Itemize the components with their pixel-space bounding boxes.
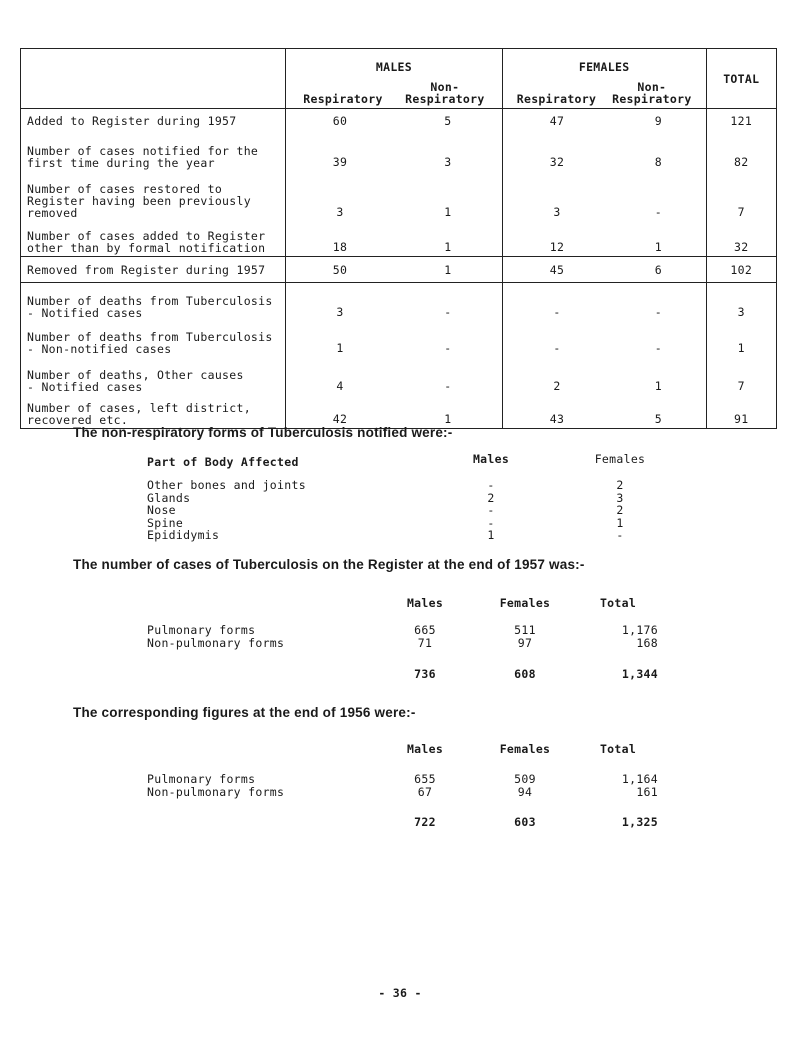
body-part-females: 2	[616, 503, 624, 517]
register-row-males: 67	[417, 784, 433, 799]
males-respiratory-cell: 42	[332, 412, 348, 426]
register-total-males: 736	[414, 667, 436, 681]
females-non-respiratory-cell: 8	[611, 133, 706, 171]
body-part-label: Spine	[147, 515, 184, 530]
body-part-males: 1	[487, 528, 495, 542]
females-respiratory-cell: 43	[549, 412, 565, 426]
males-non-respiratory-cell: 3	[394, 133, 502, 171]
row-label-line: other than by formal notification	[27, 241, 266, 255]
register-total-all: 1,344	[621, 667, 658, 681]
total-cell: 3	[706, 283, 777, 321]
row-label-line: first time during the year	[27, 155, 215, 170]
females-header: FEMALES	[578, 60, 630, 74]
row-label-line: - Notified cases	[27, 305, 143, 320]
females-respiratory-header: Respiratory	[516, 92, 597, 106]
body-part-males: -	[487, 478, 495, 492]
males-non-respiratory-cell: 1	[394, 221, 502, 257]
register-row-total: 161	[636, 784, 658, 799]
register-row-males: 655	[414, 772, 436, 786]
row-label	[21, 133, 286, 171]
reg56-females-header: Females	[499, 742, 551, 756]
females-non-respiratory-cell: 6	[611, 257, 706, 283]
males-non-respiratory-cell: 1	[394, 171, 502, 221]
table-row	[21, 221, 777, 257]
row-label	[21, 395, 286, 429]
body-part-males: -	[487, 515, 495, 530]
row-label	[21, 321, 286, 357]
page-number: - 36 -	[378, 986, 422, 1000]
table-row	[21, 283, 777, 321]
register-total-males: 722	[414, 815, 436, 829]
females-non-respiratory-header: Non- Respiratory	[612, 80, 692, 106]
body-part-females: 2	[616, 478, 624, 492]
register-row-females: 509	[514, 772, 536, 786]
body-part-label: Glands	[147, 490, 191, 505]
females-non-respiratory-cell: 1	[611, 357, 706, 395]
row-label-line: Number of deaths from Tuberculosis	[27, 329, 273, 344]
row-label	[21, 109, 286, 133]
females-respiratory-cell: 2	[553, 378, 561, 393]
males-non-respiratory-header: Non- Respiratory	[405, 80, 485, 106]
females-respiratory-cell: -	[553, 304, 561, 319]
females-non-respiratory-cell: 1	[611, 221, 706, 257]
females-respiratory-cell: 12	[549, 240, 565, 254]
row-label	[21, 221, 286, 257]
females-non-respiratory-cell: -	[611, 283, 706, 321]
females-non-respiratory-cell: -	[611, 321, 706, 357]
males-respiratory-cell: 3	[336, 304, 344, 319]
body-part-label: Nose	[147, 503, 176, 517]
register-row-females: 97	[517, 635, 533, 650]
males-respiratory-cell: 18	[332, 240, 348, 254]
row-label-line: Number of cases added to Register	[27, 229, 266, 243]
table-row	[21, 321, 777, 357]
row-label-line: Removed from Register during 1957	[27, 262, 266, 277]
females-respiratory-cell: 3	[553, 204, 561, 219]
table-row	[21, 109, 777, 133]
register-total-all: 1,325	[621, 815, 658, 829]
total-cell: 7	[706, 171, 777, 221]
total-cell: 102	[706, 257, 777, 283]
non-resp-intro: The non-respiratory forms of Tuberculosis notified were:-	[73, 425, 453, 440]
total-header: TOTAL	[706, 49, 777, 109]
row-label	[21, 257, 286, 283]
row-label-line: Register having been previously	[27, 193, 251, 208]
table-body	[21, 109, 777, 429]
body-part-females: 3	[616, 490, 624, 505]
males-non-respiratory-cell: -	[394, 283, 502, 321]
males-respiratory-cell: 1	[336, 340, 344, 355]
row-label-line: - Notified cases	[27, 379, 143, 394]
reg56-males-header: Males	[406, 742, 444, 756]
body-part-females: -	[616, 528, 624, 542]
males-respiratory-cell: 3	[336, 204, 344, 219]
register-row-total: 168	[636, 635, 658, 650]
females-non-respiratory-cell: 9	[611, 109, 706, 133]
table-row	[21, 357, 777, 395]
row-label-line: Number of deaths from Tuberculosis	[27, 293, 273, 308]
body-part-males: 2	[487, 490, 495, 505]
total-cell: 91	[706, 395, 777, 429]
row-label	[21, 357, 286, 395]
part-of-body-header: Part of Body Affected	[147, 455, 299, 469]
males-non-respiratory-cell: 1	[394, 395, 502, 429]
register-row-label: Non-pulmonary forms	[147, 635, 285, 650]
register-row-label: Pulmonary forms	[147, 772, 256, 786]
males-non-respiratory-cell: -	[394, 357, 502, 395]
females-non-respiratory-cell: 5	[611, 395, 706, 429]
males-respiratory-cell: 39	[332, 154, 348, 169]
body-part-label: Epididymis	[147, 528, 220, 542]
table-row	[21, 133, 777, 171]
register-1956-intro: The corresponding figures at the end of 1956 were:-	[73, 705, 416, 720]
males-non-respiratory-cell: 5	[394, 109, 502, 133]
males-non-respiratory-cell: 1	[394, 257, 502, 283]
females-respiratory-cell: -	[553, 340, 561, 355]
register-row-label: Non-pulmonary forms	[147, 784, 285, 799]
body-part-females: 1	[616, 515, 624, 530]
body-part-males: -	[487, 503, 495, 517]
row-label-line: recovered etc.	[27, 413, 129, 427]
females-non-respiratory-cell: -	[611, 171, 706, 221]
register-total-females: 608	[514, 667, 536, 681]
total-cell: 82	[706, 133, 777, 171]
females-respiratory-cell: 47	[549, 113, 565, 128]
register-row-males: 665	[414, 623, 436, 637]
reg57-total-header: Total	[599, 596, 637, 610]
males-respiratory-header: Respiratory	[303, 92, 383, 106]
non-resp-males-header: Males	[472, 452, 510, 466]
row-label-line: Number of cases restored to	[27, 181, 223, 196]
row-label	[21, 171, 286, 221]
row-label-line: removed	[27, 205, 78, 220]
body-part-label: Other bones and joints	[147, 478, 306, 492]
register-row-label: Pulmonary forms	[147, 623, 256, 637]
register-row-total: 1,176	[621, 623, 658, 637]
register-row-total: 1,164	[621, 772, 658, 786]
row-label-line: Number of cases, left district,	[27, 401, 251, 415]
row-label-line: - Non-notified cases	[27, 341, 172, 356]
register-1957-intro: The number of cases of Tuberculosis on the Register at the end of 1957 was:-	[73, 557, 585, 572]
register-row-females: 94	[517, 784, 533, 799]
reg57-females-header: Females	[499, 596, 551, 610]
table-row	[21, 171, 777, 221]
register-row-males: 71	[417, 635, 433, 650]
males-respiratory-cell: 60	[332, 113, 348, 128]
table-row	[21, 395, 777, 429]
table-row	[21, 257, 777, 283]
row-label-line: Number of cases notified for the	[27, 143, 259, 158]
males-header: MALES	[375, 60, 412, 74]
males-respiratory-cell: 50	[332, 262, 348, 277]
register-row-females: 511	[514, 623, 536, 637]
total-cell: 121	[706, 109, 777, 133]
tuberculosis-register-table	[20, 48, 777, 429]
total-cell: 7	[706, 357, 777, 395]
reg56-total-header: Total	[599, 742, 637, 756]
males-respiratory-cell: 4	[336, 378, 344, 393]
total-cell: 1	[706, 321, 777, 357]
males-non-respiratory-cell: -	[394, 321, 502, 357]
table-header-row	[21, 49, 777, 109]
females-respiratory-cell: 32	[549, 154, 565, 169]
total-cell: 32	[706, 221, 777, 257]
row-label-line: Added to Register during 1957	[27, 113, 237, 128]
row-label	[21, 283, 286, 321]
register-total-females: 603	[514, 815, 536, 829]
non-resp-females-header: Females	[594, 452, 646, 466]
females-respiratory-cell: 45	[549, 262, 565, 277]
reg57-males-header: Males	[406, 596, 444, 610]
row-label-line: Number of deaths, Other causes	[27, 367, 244, 382]
